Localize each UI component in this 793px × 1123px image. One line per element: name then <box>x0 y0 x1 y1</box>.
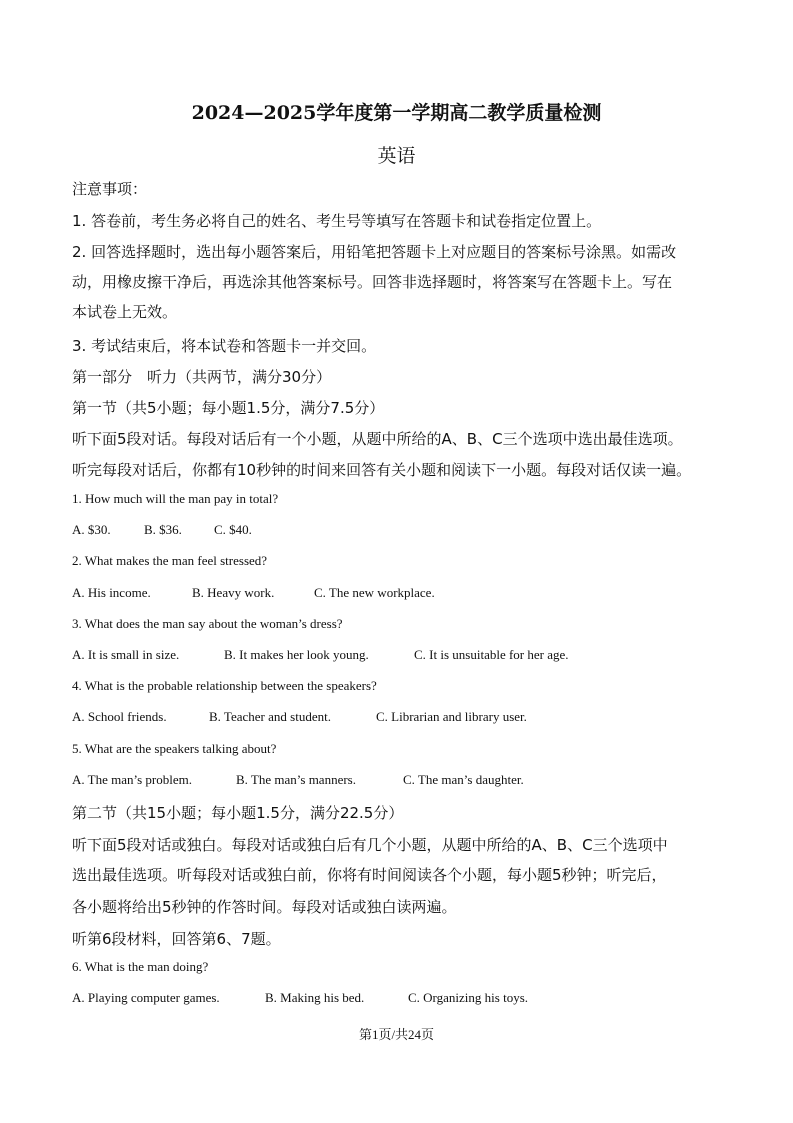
section1-instructions-line-1: 听下面5段对话。每段对话后有一个小题，从题中所给的A、B、C三个选项中选出最佳选项。 <box>72 430 683 448</box>
note-item-2-line-1: 2. 回答选择题时，选出每小题答案后，用铅笔把答题卡上对应题目的答案标号涂黑。如需改 <box>72 243 677 261</box>
note-item-2-line-3: 本试卷上无效。 <box>72 303 178 321</box>
note-item-3: 3. 考试结束后，将本试卷和答题卡一并交回。 <box>72 337 377 355</box>
section1-instructions-line-2: 听完每段对话后，你都有10秒钟的时间来回答有关小题和阅读下一小题。每段对话仅读一遍。 <box>72 461 692 479</box>
option-a: A. It is small in size. <box>72 647 180 662</box>
section2-instructions-line-1: 听下面5段对话或独白。每段对话或独白后有几个小题，从题中所给的A、B、C三个选项中 <box>72 836 668 854</box>
option-c: C. Organizing his toys. <box>408 990 529 1005</box>
section2-instructions-line-3: 各小题将给出5秒钟的作答时间。每段对话或独白读两遍。 <box>72 898 457 916</box>
question-4: 4. What is the probable relationship between the speakers? <box>72 678 377 693</box>
option-a: A. $30. <box>72 522 111 537</box>
option-a: A. School friends. <box>72 709 167 724</box>
option-b: B. Teacher and student. <box>209 709 331 724</box>
note-item-1: 1. 答卷前，考生务必将自己的姓名、考生号等填写在答题卡和试卷指定位置上。 <box>72 212 602 230</box>
option-c: C. $40. <box>214 522 252 537</box>
section1-heading: 第一节（共5小题；每小题1.5分，满分7.5分） <box>72 399 385 417</box>
option-b: B. The man’s manners. <box>236 772 356 787</box>
option-c: C. The new workplace. <box>314 585 435 600</box>
option-a: A. The man’s problem. <box>72 772 192 787</box>
question-1: 1. How much will the man pay in total? <box>72 491 279 506</box>
option-b: B. Heavy work. <box>192 585 275 600</box>
option-c: C. Librarian and library user. <box>376 709 527 724</box>
material-6-heading: 听第6段材料，回答第6、7题。 <box>72 930 281 948</box>
question-4-options <box>72 709 527 725</box>
option-c: C. The man’s daughter. <box>403 772 524 787</box>
option-c: C. It is unsuitable for her age. <box>414 647 569 662</box>
note-item-2-line-2: 动，用橡皮擦干净后，再选涂其他答案标号。回答非选择题时，将答案写在答题卡上。写在 <box>72 273 673 291</box>
question-3-options <box>72 647 569 663</box>
option-b: B. $36. <box>144 522 182 537</box>
question-2: 2. What makes the man feel stressed? <box>72 553 268 568</box>
option-b: B. It makes her look young. <box>224 647 369 662</box>
question-6: 6. What is the man doing? <box>72 959 209 974</box>
page-number: 第1页/共24页 <box>358 1027 435 1042</box>
section2-heading: 第二节（共15小题；每小题1.5分，满分22.5分） <box>72 804 404 822</box>
option-a: A. Playing computer games. <box>72 990 220 1005</box>
section2-instructions-line-2: 选出最佳选项。听每段对话或独白前，你将有时间阅读各个小题，每小题5秒钟；听完后， <box>72 866 667 884</box>
question-3: 3. What does the man say about the woman’s dress? <box>72 616 343 631</box>
question-5-options <box>72 772 524 788</box>
option-b: B. Making his bed. <box>265 990 365 1005</box>
question-1-options <box>72 522 252 538</box>
subject-title: 英语 <box>377 145 416 167</box>
question-6-options <box>72 990 528 1006</box>
notes-heading: 注意事项： <box>72 180 148 198</box>
option-a: A. His income. <box>72 585 151 600</box>
exam-title: 2024—2025学年度第一学期高二教学质量检测 <box>191 102 602 124</box>
question-5: 5. What are the speakers talking about? <box>72 741 277 756</box>
part1-heading: 第一部分 听力（共两节，满分30分） <box>72 368 332 386</box>
question-2-options <box>72 585 435 601</box>
